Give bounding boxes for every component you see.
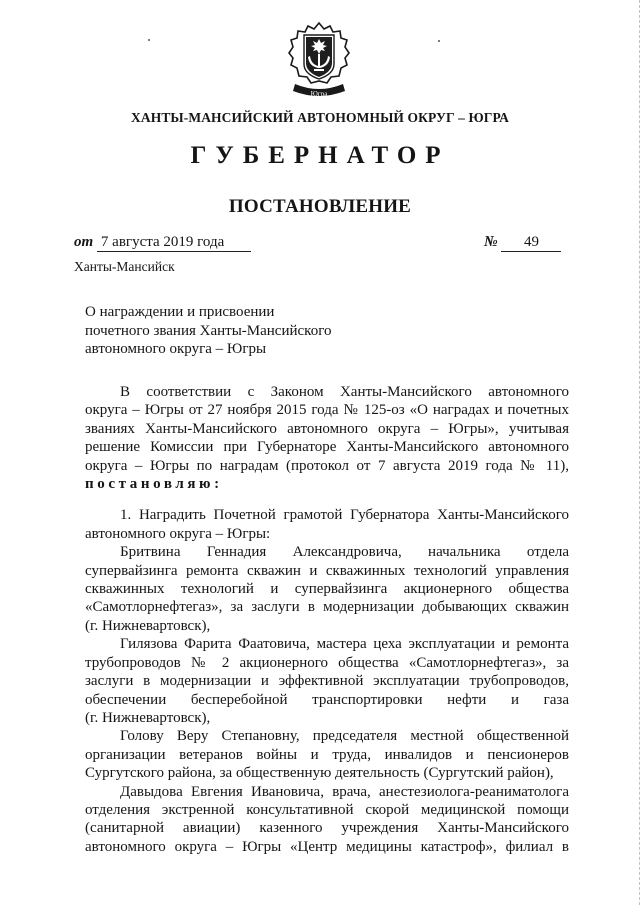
text-line: «Самотлорнефтегаз», за заслуги в модернизации добывающих скважин [85, 599, 569, 616]
text-line: округа – Югры по наградам (протокол от 7 августа 2019 года № 11), [85, 457, 569, 474]
text-line: отделения экстренной консультативной скорой медицинской помощи [85, 801, 569, 818]
awardee-paragraph [85, 543, 569, 635]
governor-heading: ГУБЕРНАТОР [190, 142, 450, 169]
awardee-paragraph [85, 635, 569, 727]
text-line: Голову Веру Степановну, председателя местной общественной [120, 728, 569, 745]
awardee-paragraph [85, 727, 569, 782]
text-line: автономного округа – Югры «Центр медицины катастроф», филиал в [85, 838, 569, 855]
document-type-heading: ПОСТАНОВЛЕНИЕ [228, 196, 412, 217]
scan-speck [438, 40, 440, 42]
city-label: Ханты-Мансийск [74, 259, 175, 274]
region-heading: ХАНТЫ-МАНСИЙСКИЙ АВТОНОМНЫЙ ОКРУГ – ЮГРА [131, 110, 509, 125]
text-line: Сургутского района, за общественную деятельность (Сургутский район), [85, 765, 554, 782]
document-date: 7 августа 2019 года [97, 234, 251, 252]
number-line [484, 234, 561, 252]
date-prefix: от [74, 234, 94, 250]
item-1-paragraph [85, 506, 569, 543]
text-line: (г. Нижневартовск), [85, 709, 211, 726]
text-line: Гилязова Фарита Фаатовича, мастера цеха эксплуатации и ремонта [120, 636, 569, 653]
text-line: Давыдова Евгения Ивановича, врача, анестезиолога-реаниматолога [120, 783, 569, 800]
text-line: званиях Ханты-Мансийского автономного округа – Югры», учитывая [85, 420, 569, 437]
scan-edge [635, 0, 640, 905]
awardee-paragraph [85, 783, 569, 857]
text-line: решение Комиссии при Губернаторе Ханты-Мансийского автономного [85, 439, 569, 456]
text-line: супервайзинга ремонта скважин и скважинных технологий управления [85, 562, 569, 579]
subject-line: почетного звания Ханты-Мансийского [85, 322, 332, 339]
subject-line: О награждении и присвоении [85, 304, 275, 320]
number-prefix: № [484, 234, 498, 250]
emblem-banner-text: Югра [310, 90, 328, 98]
text-line: заслуги в модернизации и эффективной эксплуатации трубопроводов, [85, 673, 569, 690]
preamble-paragraph [85, 383, 569, 493]
text-line: скважинных технологий и супервайзинга акционерного общества [85, 581, 569, 598]
text-line: организации ветеранов войны и труда, инвалидов и пенсионеров [85, 746, 569, 763]
document-subject [85, 303, 331, 359]
text-line: округа – Югры от 27 ноября 2015 года № 125-оз «О наградах и почетных [85, 402, 569, 419]
subject-line: автономного округа – Югры [85, 341, 267, 357]
document-body [85, 383, 569, 856]
text-line: трубопроводов № 2 акционерного общества «Самотлорнефтегаз», за [85, 654, 569, 671]
scan-speck [148, 39, 150, 41]
text-line: (г. Нижневартовск), [85, 617, 211, 634]
text-line: (санитарной авиации) казенного учреждения Ханты-Мансийского [85, 820, 569, 837]
text-line: обеспечении бесперебойной транспортировки нефти и газа [85, 691, 569, 708]
text-line: 1. Наградить Почетной грамотой Губернатора Ханты-Мансийского [120, 507, 569, 524]
document-number: 49 [501, 234, 561, 252]
decree-word: постановляю: [85, 476, 223, 493]
date-line [74, 234, 251, 252]
text-line: В соответствии с Законом Ханты-Мансийского автономного [120, 384, 569, 400]
text-line: автономного округа – Югры: [85, 525, 271, 542]
text-line: Бритвина Геннадия Александровича, начальника отдела [120, 544, 569, 561]
